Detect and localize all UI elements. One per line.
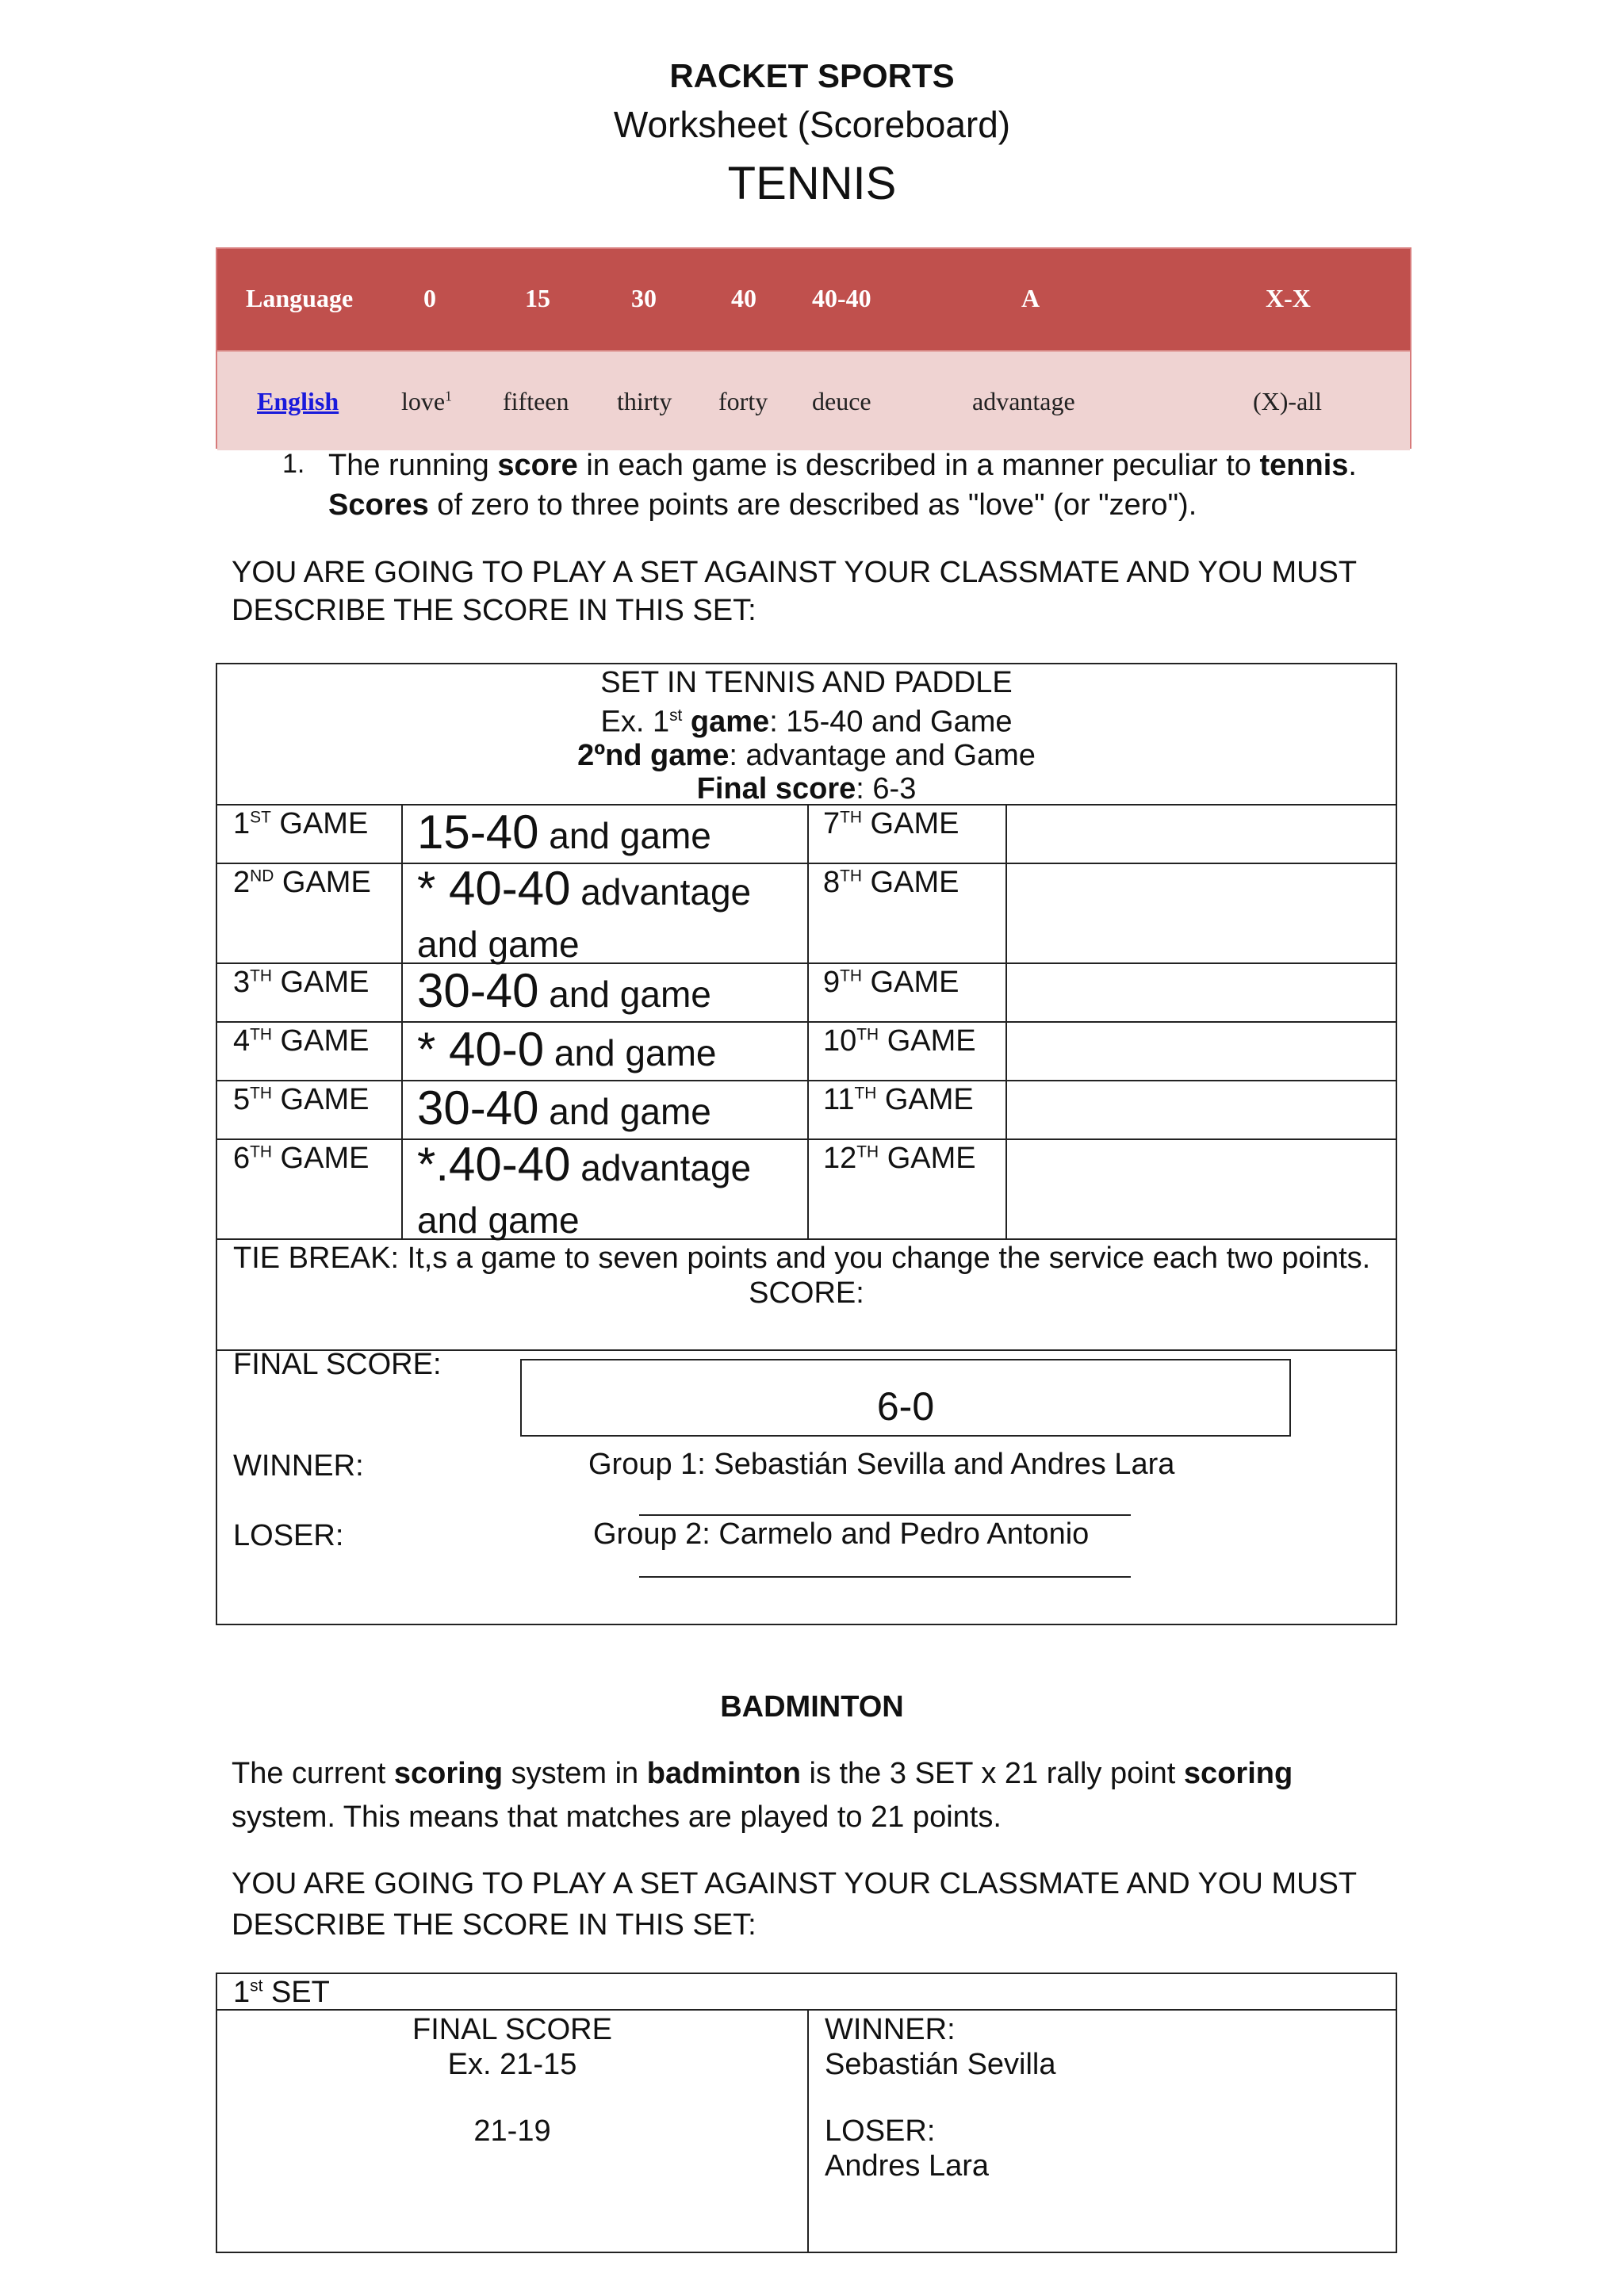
tiebreak-text: TIE BREAK: It,s a game to seven points and you change the service each two points. bbox=[233, 1242, 1371, 1275]
game-10-label: 10TH GAME bbox=[823, 1024, 976, 1058]
cell-fifteen: fifteen bbox=[503, 387, 569, 415]
game-11-label: 11TH GAME bbox=[823, 1083, 974, 1116]
cell-love: love$^1$ bbox=[401, 387, 452, 415]
page-subtitle: Worksheet (Scoreboard) bbox=[613, 104, 1011, 145]
game-12-answer[interactable] bbox=[1007, 1140, 1394, 1238]
badminton-description: The current scoring system in badminton is the 3 SET x 21 rally point scoring system. This means that matches are played to 21 points. bbox=[232, 1757, 1293, 1834]
game-2-score: * 40-40 advantage and game bbox=[417, 862, 752, 965]
game-11-answer[interactable] bbox=[1007, 1081, 1394, 1138]
header-15: 15 bbox=[525, 284, 550, 312]
loser-underline bbox=[639, 1576, 1131, 1578]
winner-underline bbox=[639, 1514, 1131, 1516]
header-all: X-X bbox=[1266, 284, 1311, 312]
header-0: 0 bbox=[423, 284, 436, 312]
final-score-value: 6-0 bbox=[876, 1384, 935, 1429]
winner-value: Group 1: Sebastián Sevilla and Andres Lara bbox=[588, 1448, 1175, 1481]
winner-label: WINNER: bbox=[233, 1449, 364, 1483]
tiebreak-score-label: SCORE: bbox=[749, 1276, 864, 1310]
header-deuce: 40-40 bbox=[812, 284, 871, 312]
game-3-score: 30-40 and game bbox=[417, 964, 711, 1017]
page-title: RACKET SPORTS bbox=[669, 57, 955, 94]
badminton-result-cell: WINNER: Sebastián Sevilla LOSER: Andres Lara bbox=[825, 2013, 1056, 2183]
tennis-instructions: YOU ARE GOING TO PLAY A SET AGAINST YOUR CLASSMATE AND YOU MUST DESCRIBE THE SCORE IN THIS SET: bbox=[232, 556, 1358, 627]
game-3-label: 3TH GAME bbox=[233, 966, 370, 999]
game-2-label: 2ND GAME bbox=[233, 866, 371, 899]
final-score-label: FINAL SCORE: bbox=[233, 1348, 442, 1381]
badminton-final-score-cell: FINAL SCORE Ex. 21-15 21-19 bbox=[412, 2013, 612, 2148]
game-4-label: 4TH GAME bbox=[233, 1024, 370, 1058]
game-7-label: 7TH GAME bbox=[823, 807, 959, 840]
game-8-answer[interactable] bbox=[1007, 864, 1394, 962]
game-9-label: 9TH GAME bbox=[823, 966, 959, 999]
set-label: 1st SET bbox=[233, 1976, 330, 2009]
language-table-header bbox=[217, 249, 1410, 350]
game-1-label: 1ST GAME bbox=[233, 807, 369, 840]
cell-all: (X)-all bbox=[1253, 387, 1323, 415]
loser-label: LOSER: bbox=[233, 1519, 344, 1552]
loser-value: Group 2: Carmelo and Pedro Antonio bbox=[593, 1517, 1090, 1551]
note-text: The running score in each game is described in a manner peculiar to tennis. Scores of zero to three points are described as "love" (or "zero"). bbox=[328, 449, 1357, 522]
note-number: 1. bbox=[282, 449, 305, 479]
language-table bbox=[216, 247, 1411, 449]
game-5-label: 5TH GAME bbox=[233, 1083, 370, 1116]
game-10-answer[interactable] bbox=[1007, 1023, 1394, 1080]
game-6-label: 6TH GAME bbox=[233, 1142, 370, 1175]
game-1-score: 15-40 and game bbox=[417, 806, 711, 859]
cell-advantage: advantage bbox=[972, 387, 1075, 415]
game-12-label: 12TH GAME bbox=[823, 1142, 976, 1175]
final-score-box[interactable] bbox=[520, 1359, 1291, 1437]
game-8-label: 8TH GAME bbox=[823, 866, 959, 899]
tennis-table-title-block: SET IN TENNIS AND PADDLE Ex. 1st game: 15-40 and Game 2ºnd game: advantage and Game Final score: 6-3 bbox=[577, 666, 1036, 806]
game-4-score: * 40-0 and game bbox=[417, 1023, 717, 1076]
badminton-score-table bbox=[216, 1973, 1397, 2253]
header-30: 30 bbox=[631, 284, 657, 312]
cell-thirty: thirty bbox=[617, 387, 672, 415]
badminton-heading: BADMINTON bbox=[720, 1690, 904, 1724]
header-advantage: A bbox=[1021, 284, 1040, 312]
cell-forty: forty bbox=[718, 387, 768, 415]
language-link-english[interactable]: English bbox=[257, 387, 339, 415]
cell-deuce: deuce bbox=[812, 387, 871, 415]
game-9-answer[interactable] bbox=[1007, 964, 1394, 1021]
header-language: Language bbox=[246, 284, 354, 312]
game-5-score: 30-40 and game bbox=[417, 1081, 711, 1135]
sport-heading: TENNIS bbox=[727, 158, 897, 209]
game-7-answer[interactable] bbox=[1007, 806, 1394, 863]
badminton-instructions: YOU ARE GOING TO PLAY A SET AGAINST YOUR CLASSMATE AND YOU MUST DESCRIBE THE SCORE IN THIS SET: bbox=[232, 1867, 1358, 1942]
header-40: 40 bbox=[731, 284, 756, 312]
game-6-score: *.40-40 advantage and game bbox=[417, 1138, 752, 1241]
language-table-row bbox=[217, 350, 1410, 450]
